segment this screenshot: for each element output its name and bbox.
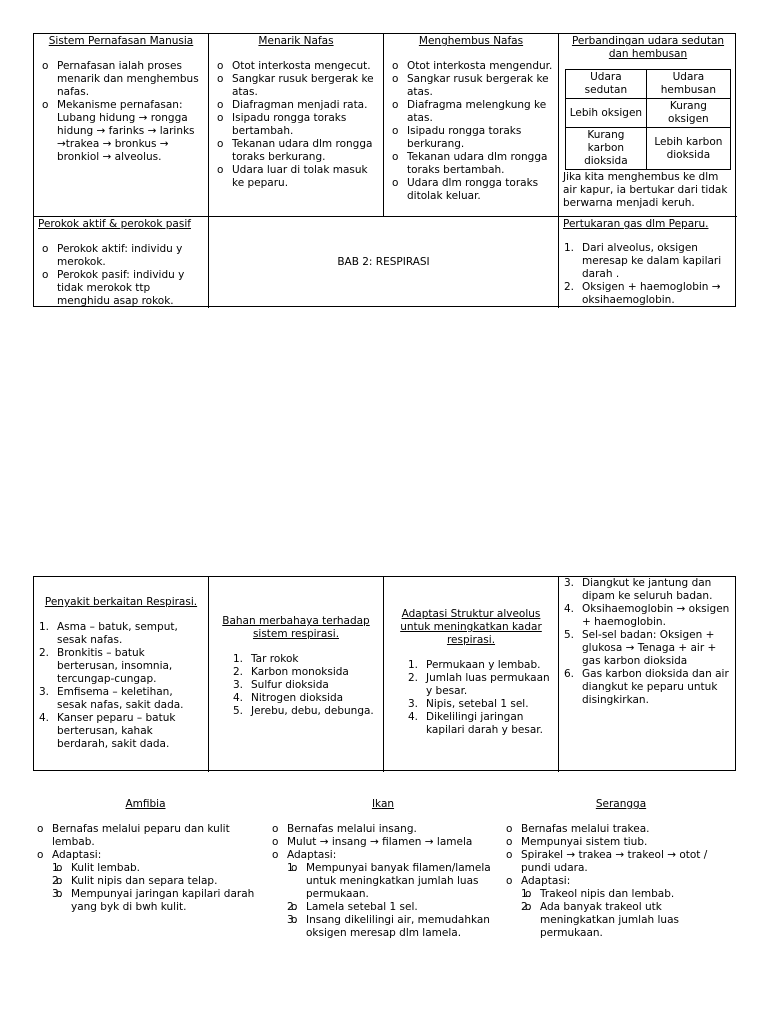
list-item: o Bernafas melalui insang.: [268, 823, 498, 836]
list-item: 2. Karbon monoksida: [233, 666, 349, 678]
list-item: o Sangkar rusuk bergerak ke atas.: [213, 73, 379, 99]
list-item: o Otot interkosta mengecut.: [213, 60, 379, 73]
list-item: o Mekanisme pernafasan: Lubang hidung → rongga hidung → farinks → larinks →trakea → bronkus → bronkiol → alveolus.: [38, 99, 204, 164]
cell-bab-title: [209, 217, 559, 308]
list-pertukaran-gas-sambungan: [563, 577, 733, 707]
list-item: o Udara luar di tolak masuk ke peparu.: [213, 164, 379, 190]
list-item: 5. Sel-sel badan: Oksigen + glukosa → Tenaga + air + gas karbon dioksida: [564, 629, 717, 667]
list-item: 2. Bronkitis – batuk berterusan, insomnia, tercungap-cungap.: [39, 647, 173, 685]
list-item: o 1. Mempunyai banyak filamen/lamela untuk meningkatkan jumlah luas permukaan.: [287, 862, 498, 901]
list-penyakit: [38, 621, 204, 751]
heading-menarik-nafas: Menarik Nafas: [258, 35, 334, 47]
list-item: o Tekanan udara dlm rongga toraks berkurang.: [213, 138, 379, 164]
cell-perokok: [34, 217, 209, 308]
sublist-ikan-adaptasi: [287, 862, 498, 940]
heading-perbandingan-udara: Perbandingan udara sedutan dan hembusan: [571, 35, 725, 60]
cell-penyakit: [34, 577, 209, 772]
table-cell: Kurang oksigen: [646, 99, 730, 128]
list-item: o 1. Trakeol nipis dan lembab.: [521, 888, 740, 901]
heading-bahan-merbahaya: Bahan merbahaya terhadap sistem respirasi.: [222, 615, 370, 640]
list-item: 2. Oksigen + haemoglobin → oksihaemoglobin.: [564, 281, 721, 306]
list-menarik-nafas: [213, 60, 379, 190]
list-item: o Diafragman menjadi rata.: [213, 99, 379, 112]
list-menghembus-nafas: [388, 60, 554, 203]
cell-menarik-nafas: [209, 34, 384, 217]
heading-menghembus-nafas: Menghembus Nafas: [418, 35, 524, 47]
list-ikan: [268, 823, 498, 940]
cell-bahan-merbahaya: [209, 577, 384, 772]
list-item: o Bernafas melalui trakea.: [502, 823, 740, 836]
table-row: [566, 128, 731, 170]
heading-adaptasi-alveolus: Adaptasi Struktur alveolus untuk meningkatkan kadar respirasi.: [400, 608, 542, 646]
list-item: 4. Nitrogen dioksida: [233, 692, 344, 704]
list-item: 4. Kanser peparu – batuk berterusan, kahak berdarah, sakit dada.: [39, 712, 176, 750]
list-item: o 2. Kulit nipis dan separa telap.: [52, 875, 258, 888]
list-pertukaran-gas: [563, 242, 733, 307]
list-item: 1. Dari alveolus, oksigen meresap ke dalam kapilari darah .: [564, 242, 722, 280]
list-item: o 3. Mempunyai jaringan kapilari darah yang byk di bwh kulit.: [52, 888, 258, 914]
air-kapur-note: Jika kita menghembus ke dlm air kapur, ia bertukar dari tidak berwarna menjadi keruh.: [563, 171, 728, 209]
chapter-title: BAB 2: RESPIRASI: [337, 255, 430, 268]
list-item: 3. Emfisema – keletihan, sesak nafas, sakit dada.: [39, 686, 184, 711]
list-sistem-pernafasan: [38, 60, 204, 164]
cell-pertukaran-gas-sambungan: [559, 577, 737, 772]
list-serangga: [502, 823, 740, 940]
list-item: o Diafragma melengkung ke atas.: [388, 99, 554, 125]
column-ikan: [268, 798, 498, 940]
list-item: o 2. Lamela setebal 1 sel.: [287, 901, 498, 914]
table-cell: Lebih karbon dioksida: [646, 128, 730, 170]
cell-adaptasi-alveolus: [384, 577, 559, 772]
list-item: 1. Permukaan y lembab.: [408, 659, 541, 671]
list-item: 5. Jerebu, debu, debunga.: [233, 705, 374, 717]
table-cell: Udara hembusan: [646, 70, 730, 99]
list-bahan-merbahaya: [213, 653, 379, 718]
list-item: 3. Sulfur dioksida: [233, 679, 329, 691]
list-item: o Adaptasi: o 1. Mempunyai banyak filamen/lamela untuk meningkatkan jumlah luas permukaan. o 2. Lamela setebal 1 sel. o 3. Insang dikelilingi air, memudahkan oksigen meresap dlm lamela.: [268, 849, 498, 940]
list-item: o Pernafasan ialah proses menarik dan menghembus nafas.: [38, 60, 204, 99]
list-item: o Udara dlm rongga toraks ditolak keluar.: [388, 177, 554, 203]
table-cell: Kurang karbon dioksida: [566, 128, 647, 170]
list-item: 4. Dikelilingi jaringan kapilari darah y besar.: [408, 711, 543, 736]
heading-penyakit: Penyakit berkaitan Respirasi.: [44, 596, 198, 608]
table-row: [566, 99, 731, 128]
list-item: o Sangkar rusuk bergerak ke atas.: [388, 73, 554, 99]
list-item: 3. Diangkut ke jantung dan dipam ke seluruh badan.: [564, 577, 713, 602]
column-serangga: [502, 798, 740, 940]
cell-pertukaran-gas: [559, 217, 737, 308]
cell-menghembus-nafas: [384, 34, 559, 217]
heading-pertukaran-gas: Pertukaran gas dlm Peparu.: [563, 218, 709, 230]
heading-ikan: Ikan: [371, 798, 395, 810]
table-cell: Udara sedutan: [566, 70, 647, 99]
list-item: o 1. Kulit lembab.: [52, 862, 258, 875]
list-item: o Adaptasi: o 1. Kulit lembab. o 2. Kulit nipis dan separa telap. o 3. Mempunyai jaringan kapilari darah yang byk di bwh kulit.: [33, 849, 258, 914]
sublist-amfibia-adaptasi: [52, 862, 258, 914]
cell-perbandingan-udara: [559, 34, 737, 217]
cell-sistem-pernafasan: [34, 34, 209, 217]
comparison-table: [565, 69, 731, 170]
list-item: o Bernafas melalui peparu dan kulit lembab.: [33, 823, 258, 849]
summary-table-bottom: [33, 576, 736, 771]
table-row: [566, 70, 731, 99]
list-item: 1. Asma – batuk, semput, sesak nafas.: [39, 621, 178, 646]
list-item: 2. Jumlah luas permukaan y besar.: [408, 672, 550, 697]
column-amfibia: [33, 798, 258, 914]
list-item: o Isipadu rongga toraks berkurang.: [388, 125, 554, 151]
list-item: o Mempunyai sistem tiub.: [502, 836, 740, 849]
list-item: o 3. Insang dikelilingi air, memudahkan oksigen meresap dlm lamela.: [287, 914, 498, 940]
list-item: o Perokok pasif: individu y tidak merokok ttp menghidu asap rokok.: [38, 269, 204, 308]
list-adaptasi-alveolus: [388, 659, 554, 737]
summary-table-top: [33, 33, 736, 307]
heading-sistem-pernafasan: Sistem Pernafasan Manusia: [48, 35, 194, 47]
list-item: o Otot interkosta mengendur.: [388, 60, 554, 73]
heading-amfibia: Amfibia: [125, 798, 166, 810]
heading-serangga: Serangga: [595, 798, 647, 810]
list-item: o 2. Ada banyak trakeol utk meningkatkan jumlah luas permukaan.: [521, 901, 740, 940]
list-item: 6. Gas karbon dioksida dan air diangkut ke peparu untuk disingkirkan.: [564, 668, 729, 706]
list-perokok: [38, 243, 204, 308]
list-item: o Mulut → insang → filamen → lamela: [268, 836, 498, 849]
list-item: 1. Tar rokok: [233, 653, 299, 665]
list-item: o Adaptasi: o 1. Trakeol nipis dan lembab. o 2. Ada banyak trakeol utk meningkatkan jumlah luas permukaan.: [502, 875, 740, 940]
list-item: 3. Nipis, setebal 1 sel.: [408, 698, 529, 710]
list-item: o Isipadu rongga toraks bertambah.: [213, 112, 379, 138]
heading-perokok: Perokok aktif & perokok pasif: [38, 218, 191, 230]
list-item: 4. Oksihaemoglobin → oksigen + haemoglobin.: [564, 603, 730, 628]
sublist-serangga-adaptasi: [521, 888, 740, 940]
list-item: o Spirakel → trakea → trakeol → otot / pundi udara.: [502, 849, 740, 875]
list-amfibia: [33, 823, 258, 914]
list-item: o Perokok aktif: individu y merokok.: [38, 243, 204, 269]
list-item: o Tekanan udara dlm rongga toraks bertambah.: [388, 151, 554, 177]
table-cell: Lebih oksigen: [566, 99, 647, 128]
